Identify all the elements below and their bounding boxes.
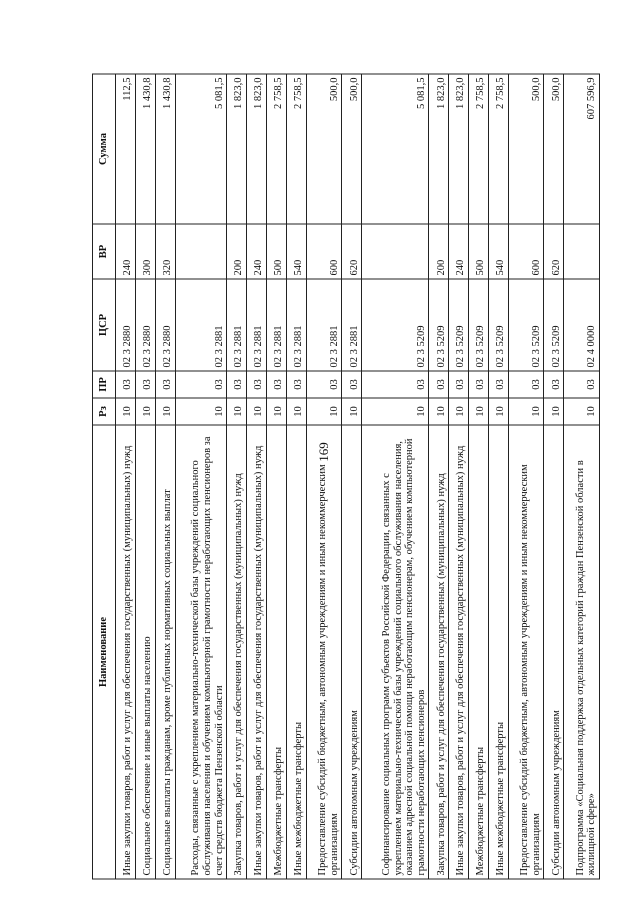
cell-csr: 02 3 5209 [508,279,544,371]
cell-name: Иные закупки товаров, работ и услуг для обеспечения государственных (муниципальных) нужд [246,425,266,879]
cell-rz: 10 [429,398,449,425]
cell-sum: 2 758,5 [469,74,489,224]
cell-csr: 02 3 5209 [488,279,508,371]
cell-sum: 500,0 [508,74,544,224]
cell-pr: 03 [564,371,600,398]
rotated-page-content [92,75,600,880]
cell-vr: 200 [227,224,247,279]
cell-pr: 03 [155,371,175,398]
cell-rz: 10 [286,398,306,425]
table-row [449,74,469,879]
cell-rz: 10 [564,398,600,425]
cell-name: Социальные выплаты гражданам, кроме публичных нормативных социальных выплат [155,425,175,879]
cell-csr: 02 3 2881 [227,279,247,371]
table-row [266,74,286,879]
cell-pr: 03 [508,371,544,398]
cell-vr: 620 [342,224,362,279]
table-row [342,74,362,879]
cell-csr: 02 3 5209 [429,279,449,371]
cell-rz: 10 [362,398,429,425]
cell-csr: 02 3 5209 [469,279,489,371]
table-row [246,74,266,879]
cell-vr: 620 [544,224,564,279]
header-sum: Сумма [93,74,116,224]
cell-pr: 03 [116,371,136,398]
cell-rz: 10 [135,398,155,425]
cell-rz: 10 [266,398,286,425]
table-row [469,74,489,879]
header-pr: ПР [93,371,116,398]
cell-vr: 540 [488,224,508,279]
table-row [116,74,136,879]
cell-name: Иные межбюджетные трансферты [488,425,508,879]
cell-vr [564,224,600,279]
cell-rz: 10 [544,398,564,425]
cell-sum: 500,0 [306,74,342,224]
table-row [429,74,449,879]
cell-csr: 02 3 2881 [306,279,342,371]
cell-name: Социальное обеспечение и иные выплаты населению [135,425,155,879]
cell-pr: 03 [286,371,306,398]
header-csr: ЦСР [93,279,116,371]
cell-name: Закупка товаров, работ и услуг для обеспечения государственных (муниципальных) нужд [227,425,247,879]
cell-sum: 1 430,8 [155,74,175,224]
cell-sum: 5 081,5 [362,74,429,224]
cell-csr: 02 4 0000 [564,279,600,371]
cell-sum: 1 823,0 [246,74,266,224]
cell-rz: 10 [449,398,469,425]
cell-name: Иные закупки товаров, работ и услуг для обеспечения государственных (муниципальных) нужд [116,425,136,879]
cell-name: Межбюджетные трансферты [266,425,286,879]
cell-pr: 03 [306,371,342,398]
cell-csr: 02 3 2881 [246,279,266,371]
cell-rz: 10 [508,398,544,425]
cell-vr: 300 [135,224,155,279]
cell-vr [362,224,429,279]
cell-sum: 1 430,8 [135,74,155,224]
cell-name: Межбюджетные трансферты [469,425,489,879]
header-vr: ВР [93,224,116,279]
header-name: Наименование [93,425,116,879]
cell-csr: 02 3 2880 [135,279,155,371]
cell-csr: 02 3 2880 [116,279,136,371]
cell-pr: 03 [266,371,286,398]
cell-rz: 10 [116,398,136,425]
cell-vr: 600 [306,224,342,279]
cell-csr: 02 3 5209 [544,279,564,371]
cell-pr: 03 [429,371,449,398]
cell-vr: 320 [155,224,175,279]
header-rz: Рз [93,398,116,425]
cell-name: Закупка товаров, работ и услуг для обеспечения государственных (муниципальных) нужд [429,425,449,879]
cell-sum: 607 596,9 [564,74,600,224]
cell-sum: 500,0 [544,74,564,224]
table-row [135,74,155,879]
cell-pr: 03 [342,371,362,398]
cell-name: Субсидии автономным учреждениям [544,425,564,879]
cell-vr: 500 [469,224,489,279]
table-row [488,74,508,879]
cell-sum: 1 823,0 [429,74,449,224]
cell-vr [175,224,226,279]
cell-vr: 240 [449,224,469,279]
table-row [306,74,342,879]
cell-sum: 1 823,0 [227,74,247,224]
cell-name: Предоставление субсидий бюджетным, автономным учреждениям и иным некоммерческим организациям [306,425,342,879]
cell-pr: 03 [175,371,226,398]
table-row [175,74,226,879]
cell-csr: 02 3 5209 [362,279,429,371]
cell-csr: 02 3 2881 [342,279,362,371]
table-row [227,74,247,879]
cell-sum: 112,5 [116,74,136,224]
table-row [286,74,306,879]
cell-name: Иные межбюджетные трансферты [286,425,306,879]
cell-rz: 10 [246,398,266,425]
cell-sum: 2 758,5 [266,74,286,224]
cell-pr: 03 [362,371,429,398]
cell-name: Подпрограмма «Социальная поддержка отдельных категорий граждан Пензенской области в жилищной сфере» [564,425,600,879]
cell-vr: 240 [116,224,136,279]
cell-pr: 03 [449,371,469,398]
cell-pr: 03 [469,371,489,398]
cell-name: Субсидии автономным учреждениям [342,425,362,879]
cell-rz: 10 [175,398,226,425]
cell-name: Софинансирование социальных программ субъектов Российской Федерации, связанных с укреплением материально-технической базы учреждений социального обслуживания населения, оказанием адресной социальной помощи неработающим пенсионерам, обучением компьютерной грамотности неработающих пенсионеров [362,425,429,879]
cell-vr: 500 [266,224,286,279]
cell-rz: 10 [469,398,489,425]
page-number: 169 [316,442,331,462]
cell-rz: 10 [306,398,342,425]
table-header-row [93,74,116,879]
table-row [508,74,544,879]
table-row [155,74,175,879]
cell-vr: 600 [508,224,544,279]
cell-csr: 02 3 2881 [266,279,286,371]
cell-rz: 10 [227,398,247,425]
table-row [564,74,600,879]
cell-sum: 2 758,5 [286,74,306,224]
cell-vr: 200 [429,224,449,279]
cell-sum: 1 823,0 [449,74,469,224]
table-row [544,74,564,879]
cell-csr: 02 3 2881 [286,279,306,371]
cell-name: Предоставление субсидий бюджетным, автономным учреждениям и иным некоммерческим организациям [508,425,544,879]
cell-pr: 03 [227,371,247,398]
cell-sum: 500,0 [342,74,362,224]
cell-pr: 03 [488,371,508,398]
cell-vr: 540 [286,224,306,279]
cell-pr: 03 [246,371,266,398]
cell-sum: 5 081,5 [175,74,226,224]
cell-rz: 10 [342,398,362,425]
cell-name: Расходы, связанные с укреплением материально-технической базы учреждений социального обслуживания населения и обучением компьютерной грамотности неработающих пенсионеров за счет средств бюджета Пензенской области [175,425,226,879]
cell-rz: 10 [155,398,175,425]
table-body [116,74,600,879]
cell-pr: 03 [544,371,564,398]
cell-pr: 03 [135,371,155,398]
cell-csr: 02 3 2880 [155,279,175,371]
cell-csr: 02 3 5209 [449,279,469,371]
table-row [362,74,429,879]
cell-csr: 02 3 2881 [175,279,226,371]
cell-sum: 2 758,5 [488,74,508,224]
cell-rz: 10 [488,398,508,425]
budget-table [92,74,600,880]
cell-name: Иные закупки товаров, работ и услуг для обеспечения государственных (муниципальных) нужд [449,425,469,879]
cell-vr: 240 [246,224,266,279]
